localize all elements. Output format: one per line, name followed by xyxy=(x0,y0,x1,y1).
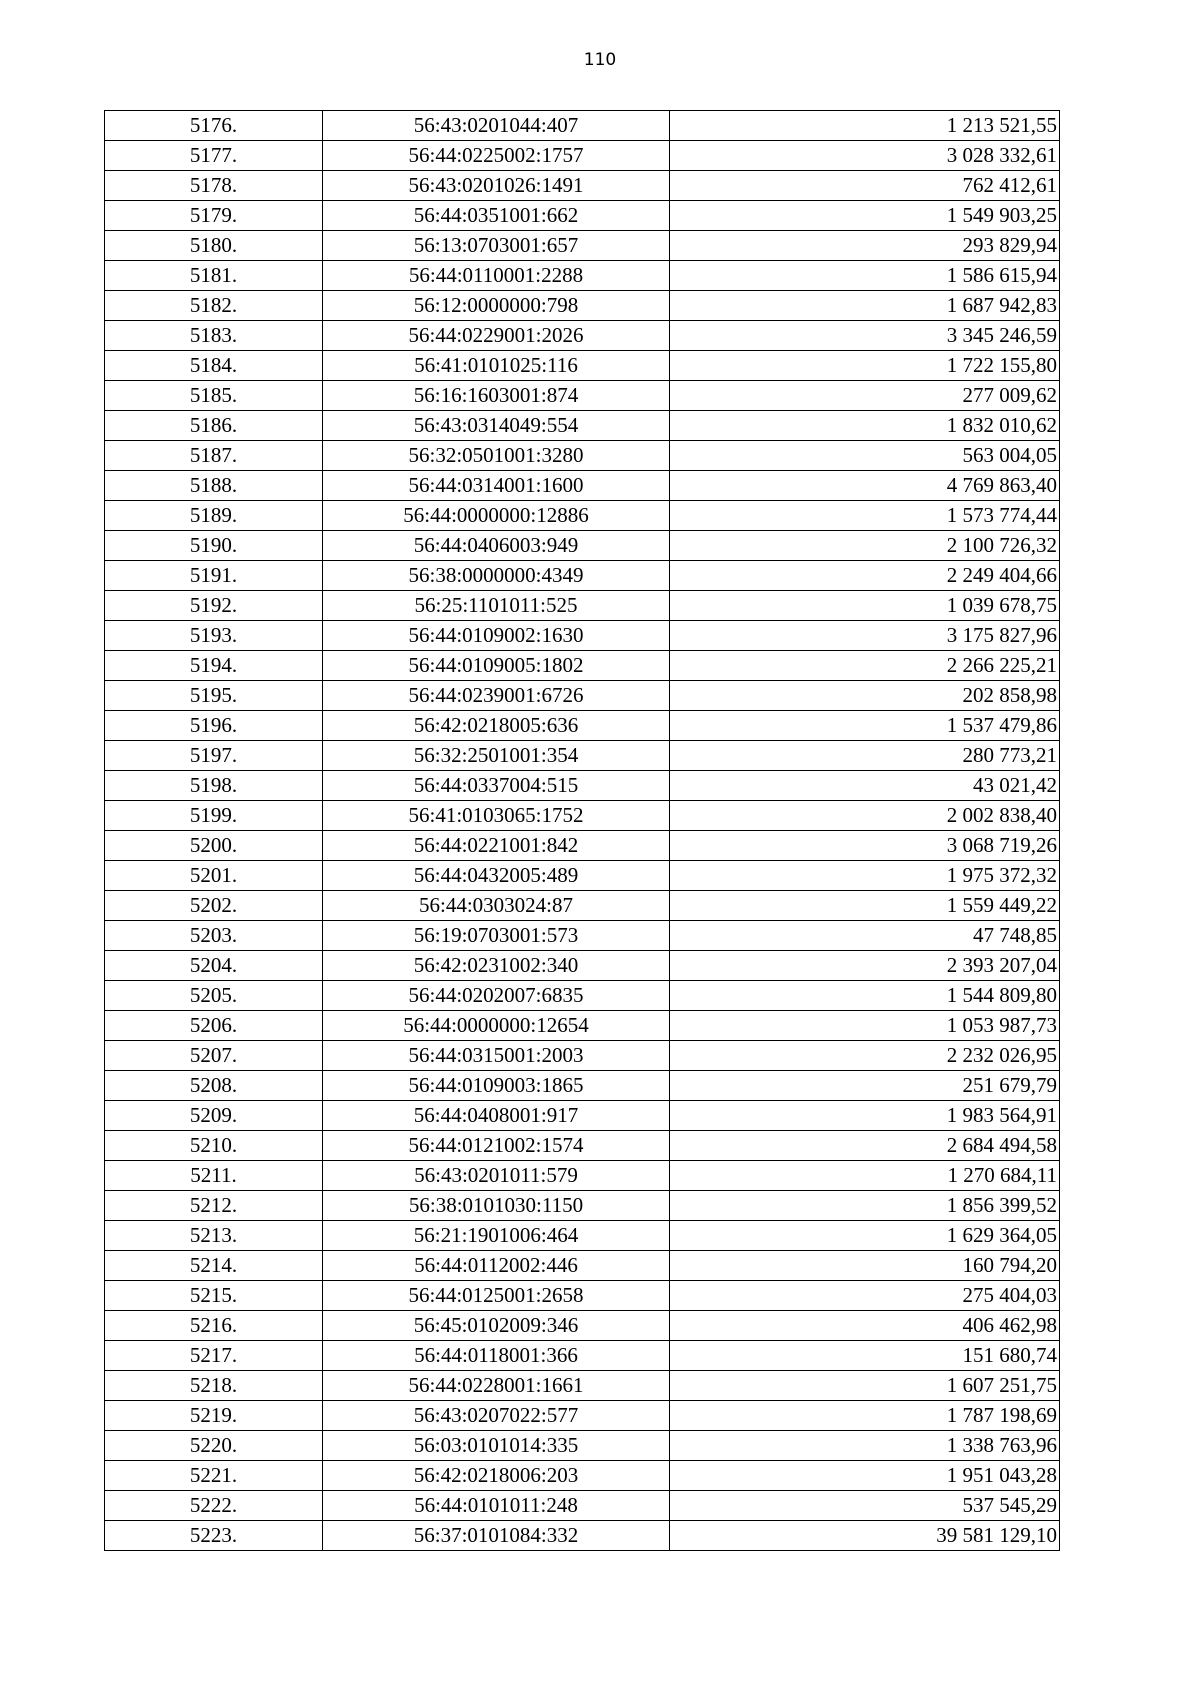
cadastral-value-cell: 2 393 207,04 xyxy=(670,951,1060,981)
cadastral-number-cell: 56:13:0703001:657 xyxy=(323,231,670,261)
cadastral-value-cell: 1 629 364,05 xyxy=(670,1221,1060,1251)
cadastral-value-cell: 3 028 332,61 xyxy=(670,141,1060,171)
table-row xyxy=(105,231,1060,261)
cadastral-value-cell: 1 951 043,28 xyxy=(670,1461,1060,1491)
row-number-cell: 5214. xyxy=(105,1251,323,1281)
table-row xyxy=(105,1161,1060,1191)
table-row xyxy=(105,291,1060,321)
cadastral-number-cell: 56:44:0202007:6835 xyxy=(323,981,670,1011)
row-number-cell: 5217. xyxy=(105,1341,323,1371)
row-number-cell: 5177. xyxy=(105,141,323,171)
table-row xyxy=(105,441,1060,471)
cadastral-value-cell: 151 680,74 xyxy=(670,1341,1060,1371)
cadastral-value-cell: 160 794,20 xyxy=(670,1251,1060,1281)
cadastral-number-cell: 56:43:0201026:1491 xyxy=(323,171,670,201)
cadastral-value-cell: 762 412,61 xyxy=(670,171,1060,201)
cadastral-value-cell: 406 462,98 xyxy=(670,1311,1060,1341)
cadastral-number-cell: 56:44:0337004:515 xyxy=(323,771,670,801)
cadastral-value-cell: 1 549 903,25 xyxy=(670,201,1060,231)
cadastral-number-cell: 56:42:0218005:636 xyxy=(323,711,670,741)
table-row xyxy=(105,561,1060,591)
table-row xyxy=(105,951,1060,981)
row-number-cell: 5206. xyxy=(105,1011,323,1041)
row-number-cell: 5204. xyxy=(105,951,323,981)
table-row xyxy=(105,891,1060,921)
row-number-cell: 5193. xyxy=(105,621,323,651)
cadastral-value-cell: 251 679,79 xyxy=(670,1071,1060,1101)
page-number: 110 xyxy=(583,50,617,70)
table-row xyxy=(105,1041,1060,1071)
cadastral-number-cell: 56:44:0121002:1574 xyxy=(323,1131,670,1161)
table-row xyxy=(105,1341,1060,1371)
table-row xyxy=(105,1371,1060,1401)
cadastral-value-cell: 275 404,03 xyxy=(670,1281,1060,1311)
table-row xyxy=(105,831,1060,861)
cadastral-value-cell: 1 687 942,83 xyxy=(670,291,1060,321)
cadastral-number-cell: 56:44:0303024:87 xyxy=(323,891,670,921)
cadastral-number-cell: 56:43:0201044:407 xyxy=(323,111,670,141)
cadastral-number-cell: 56:19:0703001:573 xyxy=(323,921,670,951)
row-number-cell: 5199. xyxy=(105,801,323,831)
cadastral-value-cell: 2 266 225,21 xyxy=(670,651,1060,681)
cadastral-value-cell: 293 829,94 xyxy=(670,231,1060,261)
table-row xyxy=(105,1071,1060,1101)
table-row xyxy=(105,711,1060,741)
table-row xyxy=(105,1431,1060,1461)
row-number-cell: 5196. xyxy=(105,711,323,741)
table-row xyxy=(105,981,1060,1011)
table-row xyxy=(105,321,1060,351)
cadastral-value-cell: 2 100 726,32 xyxy=(670,531,1060,561)
cadastral-value-cell: 1 537 479,86 xyxy=(670,711,1060,741)
row-number-cell: 5207. xyxy=(105,1041,323,1071)
cadastral-value-cell: 202 858,98 xyxy=(670,681,1060,711)
row-number-cell: 5209. xyxy=(105,1101,323,1131)
table-row xyxy=(105,351,1060,381)
cadastral-value-cell: 277 009,62 xyxy=(670,381,1060,411)
cadastral-number-cell: 56:42:0231002:340 xyxy=(323,951,670,981)
cadastral-number-cell: 56:41:0101025:116 xyxy=(323,351,670,381)
cadastral-value-cell: 1 722 155,80 xyxy=(670,351,1060,381)
table-row xyxy=(105,801,1060,831)
cadastral-value-cell: 1 559 449,22 xyxy=(670,891,1060,921)
cadastral-number-cell: 56:45:0102009:346 xyxy=(323,1311,670,1341)
row-number-cell: 5208. xyxy=(105,1071,323,1101)
table-row xyxy=(105,651,1060,681)
cadastral-number-cell: 56:44:0110001:2288 xyxy=(323,261,670,291)
row-number-cell: 5211. xyxy=(105,1161,323,1191)
cadastral-value-cell: 537 545,29 xyxy=(670,1491,1060,1521)
cadastral-number-cell: 56:44:0406003:949 xyxy=(323,531,670,561)
row-number-cell: 5221. xyxy=(105,1461,323,1491)
row-number-cell: 5215. xyxy=(105,1281,323,1311)
table-row xyxy=(105,171,1060,201)
row-number-cell: 5200. xyxy=(105,831,323,861)
cadastral-value-cell: 1 573 774,44 xyxy=(670,501,1060,531)
cadastral-value-cell: 1 787 198,69 xyxy=(670,1401,1060,1431)
table-row xyxy=(105,1101,1060,1131)
cadastral-value-cell: 280 773,21 xyxy=(670,741,1060,771)
table-row xyxy=(105,771,1060,801)
table-body xyxy=(105,111,1060,1551)
cadastral-number-cell: 56:38:0101030:1150 xyxy=(323,1191,670,1221)
table-row xyxy=(105,1491,1060,1521)
row-number-cell: 5188. xyxy=(105,471,323,501)
cadastral-value-cell: 43 021,42 xyxy=(670,771,1060,801)
cadastral-number-cell: 56:44:0101011:248 xyxy=(323,1491,670,1521)
cadastral-number-cell: 56:43:0314049:554 xyxy=(323,411,670,441)
row-number-cell: 5213. xyxy=(105,1221,323,1251)
row-number-cell: 5210. xyxy=(105,1131,323,1161)
cadastral-value-cell: 1 856 399,52 xyxy=(670,1191,1060,1221)
cadastral-number-cell: 56:32:0501001:3280 xyxy=(323,441,670,471)
table-row xyxy=(105,921,1060,951)
cadastral-value-cell: 1 270 684,11 xyxy=(670,1161,1060,1191)
cadastral-value-cell: 39 581 129,10 xyxy=(670,1521,1060,1551)
row-number-cell: 5176. xyxy=(105,111,323,141)
table-row xyxy=(105,621,1060,651)
cadastral-value-cell: 2 249 404,66 xyxy=(670,561,1060,591)
cadastral-value-cell: 1 607 251,75 xyxy=(670,1371,1060,1401)
cadastral-value-cell: 3 175 827,96 xyxy=(670,621,1060,651)
row-number-cell: 5184. xyxy=(105,351,323,381)
row-number-cell: 5191. xyxy=(105,561,323,591)
cadastral-value-cell: 1 053 987,73 xyxy=(670,1011,1060,1041)
table-row xyxy=(105,591,1060,621)
cadastral-number-cell: 56:44:0408001:917 xyxy=(323,1101,670,1131)
table-row xyxy=(105,141,1060,171)
cadastral-number-cell: 56:41:0103065:1752 xyxy=(323,801,670,831)
cadastral-number-cell: 56:32:2501001:354 xyxy=(323,741,670,771)
table-row xyxy=(105,1461,1060,1491)
row-number-cell: 5197. xyxy=(105,741,323,771)
row-number-cell: 5203. xyxy=(105,921,323,951)
table-row xyxy=(105,1191,1060,1221)
table-row xyxy=(105,1281,1060,1311)
table-row xyxy=(105,1251,1060,1281)
cadastral-number-cell: 56:44:0109005:1802 xyxy=(323,651,670,681)
table-row xyxy=(105,381,1060,411)
table-row xyxy=(105,1401,1060,1431)
cadastral-number-cell: 56:43:0201011:579 xyxy=(323,1161,670,1191)
cadastral-number-cell: 56:44:0225002:1757 xyxy=(323,141,670,171)
cadastral-value-cell: 1 586 615,94 xyxy=(670,261,1060,291)
cadastral-number-cell: 56:44:0228001:1661 xyxy=(323,1371,670,1401)
cadastral-number-cell: 56:25:1101011:525 xyxy=(323,591,670,621)
table-row xyxy=(105,1521,1060,1551)
cadastral-number-cell: 56:44:0221001:842 xyxy=(323,831,670,861)
row-number-cell: 5185. xyxy=(105,381,323,411)
cadastral-value-cell: 1 338 763,96 xyxy=(670,1431,1060,1461)
cadastral-value-cell: 1 039 678,75 xyxy=(670,591,1060,621)
row-number-cell: 5222. xyxy=(105,1491,323,1521)
cadastral-value-cell: 1 544 809,80 xyxy=(670,981,1060,1011)
cadastral-number-cell: 56:42:0218006:203 xyxy=(323,1461,670,1491)
cadastral-number-cell: 56:38:0000000:4349 xyxy=(323,561,670,591)
row-number-cell: 5180. xyxy=(105,231,323,261)
cadastral-value-cell: 3 345 246,59 xyxy=(670,321,1060,351)
cadastral-number-cell: 56:37:0101084:332 xyxy=(323,1521,670,1551)
cadastral-value-cell: 1 213 521,55 xyxy=(670,111,1060,141)
cadastral-value-cell: 1 983 564,91 xyxy=(670,1101,1060,1131)
cadastral-number-cell: 56:16:1603001:874 xyxy=(323,381,670,411)
cadastral-number-cell: 56:43:0207022:577 xyxy=(323,1401,670,1431)
row-number-cell: 5178. xyxy=(105,171,323,201)
table-row xyxy=(105,531,1060,561)
row-number-cell: 5179. xyxy=(105,201,323,231)
row-number-cell: 5187. xyxy=(105,441,323,471)
table-row xyxy=(105,411,1060,441)
row-number-cell: 5202. xyxy=(105,891,323,921)
row-number-cell: 5205. xyxy=(105,981,323,1011)
cadastral-value-cell: 47 748,85 xyxy=(670,921,1060,951)
row-number-cell: 5194. xyxy=(105,651,323,681)
cadastral-number-cell: 56:44:0314001:1600 xyxy=(323,471,670,501)
row-number-cell: 5223. xyxy=(105,1521,323,1551)
cadastral-number-cell: 56:12:0000000:798 xyxy=(323,291,670,321)
cadastral-number-cell: 56:44:0351001:662 xyxy=(323,201,670,231)
cadastral-number-cell: 56:21:1901006:464 xyxy=(323,1221,670,1251)
cadastral-number-cell: 56:44:0239001:6726 xyxy=(323,681,670,711)
row-number-cell: 5220. xyxy=(105,1431,323,1461)
row-number-cell: 5219. xyxy=(105,1401,323,1431)
row-number-cell: 5218. xyxy=(105,1371,323,1401)
cadastral-number-cell: 56:44:0229001:2026 xyxy=(323,321,670,351)
cadastral-value-table xyxy=(104,110,1060,1551)
cadastral-value-cell: 2 002 838,40 xyxy=(670,801,1060,831)
cadastral-number-cell: 56:44:0000000:12886 xyxy=(323,501,670,531)
row-number-cell: 5195. xyxy=(105,681,323,711)
row-number-cell: 5189. xyxy=(105,501,323,531)
table-row xyxy=(105,111,1060,141)
table-row xyxy=(105,1311,1060,1341)
row-number-cell: 5181. xyxy=(105,261,323,291)
cadastral-value-cell: 4 769 863,40 xyxy=(670,471,1060,501)
cadastral-value-cell: 2 232 026,95 xyxy=(670,1041,1060,1071)
cadastral-number-cell: 56:44:0125001:2658 xyxy=(323,1281,670,1311)
cadastral-number-cell: 56:44:0112002:446 xyxy=(323,1251,670,1281)
cadastral-number-cell: 56:44:0109002:1630 xyxy=(323,621,670,651)
cadastral-number-cell: 56:03:0101014:335 xyxy=(323,1431,670,1461)
cadastral-number-cell: 56:44:0432005:489 xyxy=(323,861,670,891)
row-number-cell: 5182. xyxy=(105,291,323,321)
table-row xyxy=(105,471,1060,501)
row-number-cell: 5190. xyxy=(105,531,323,561)
cadastral-number-cell: 56:44:0118001:366 xyxy=(323,1341,670,1371)
cadastral-value-cell: 1 832 010,62 xyxy=(670,411,1060,441)
row-number-cell: 5212. xyxy=(105,1191,323,1221)
table-row xyxy=(105,1221,1060,1251)
table-row xyxy=(105,1131,1060,1161)
cadastral-number-cell: 56:44:0109003:1865 xyxy=(323,1071,670,1101)
row-number-cell: 5192. xyxy=(105,591,323,621)
table-row xyxy=(105,261,1060,291)
row-number-cell: 5201. xyxy=(105,861,323,891)
row-number-cell: 5186. xyxy=(105,411,323,441)
table-row xyxy=(105,861,1060,891)
cadastral-value-cell: 2 684 494,58 xyxy=(670,1131,1060,1161)
cadastral-number-cell: 56:44:0315001:2003 xyxy=(323,1041,670,1071)
cadastral-value-cell: 563 004,05 xyxy=(670,441,1060,471)
table-row xyxy=(105,1011,1060,1041)
table-row xyxy=(105,681,1060,711)
cadastral-number-cell: 56:44:0000000:12654 xyxy=(323,1011,670,1041)
row-number-cell: 5216. xyxy=(105,1311,323,1341)
table-row xyxy=(105,201,1060,231)
row-number-cell: 5198. xyxy=(105,771,323,801)
table-row xyxy=(105,501,1060,531)
cadastral-value-cell: 1 975 372,32 xyxy=(670,861,1060,891)
row-number-cell: 5183. xyxy=(105,321,323,351)
table-row xyxy=(105,741,1060,771)
cadastral-value-cell: 3 068 719,26 xyxy=(670,831,1060,861)
